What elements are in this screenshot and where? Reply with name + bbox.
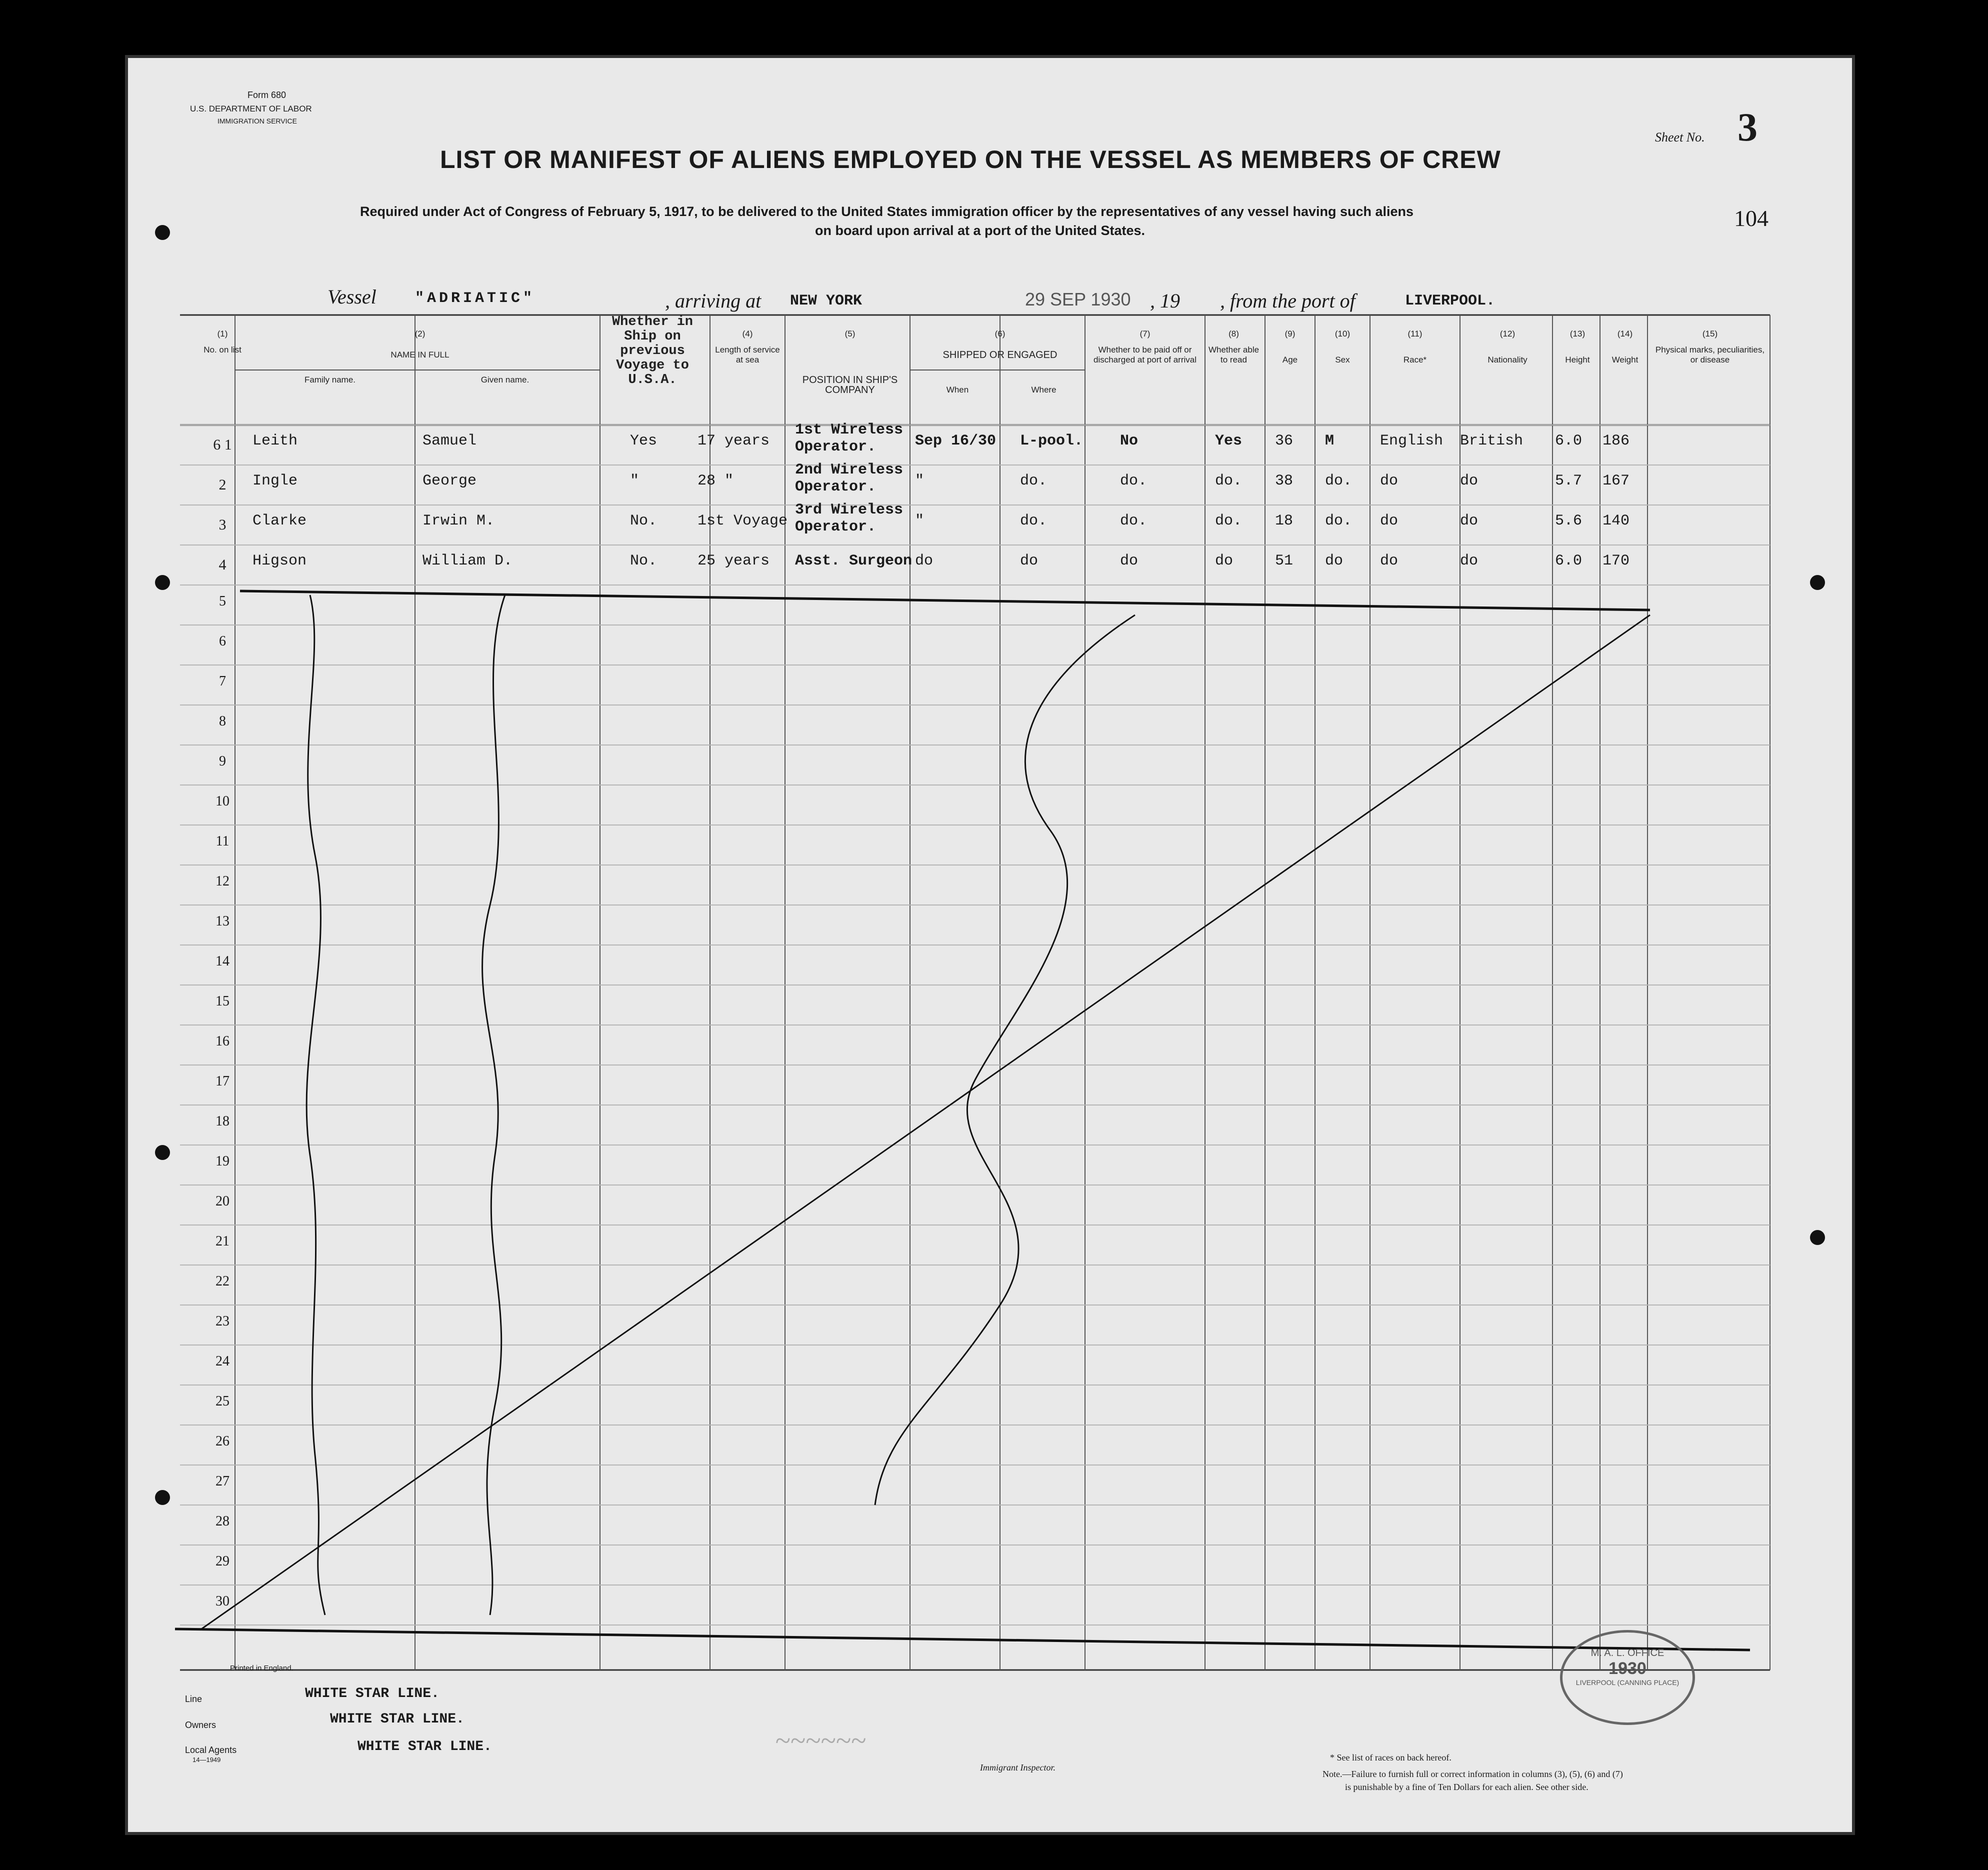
previous-voyage: No. bbox=[630, 552, 658, 570]
col-8-num: (8) bbox=[1228, 329, 1239, 338]
service-length: 1st Voyage bbox=[698, 512, 788, 530]
stamp-line-2: 1930 bbox=[1608, 1659, 1646, 1678]
shipped-where: do. bbox=[1020, 512, 1048, 530]
empty-row-number: 16 bbox=[216, 1034, 230, 1049]
nationality: British bbox=[1460, 432, 1524, 450]
year-label: , 19 bbox=[1150, 290, 1180, 312]
shipped-when: do bbox=[915, 552, 934, 570]
family-name: Leith bbox=[252, 432, 298, 450]
row-number: 4 bbox=[218, 556, 226, 573]
empty-row-number: 24 bbox=[216, 1354, 230, 1369]
from-port: LIVERPOOL. bbox=[1405, 292, 1496, 310]
weight: 186 bbox=[1602, 432, 1630, 450]
empty-row-number: 18 bbox=[216, 1114, 230, 1129]
able-to-read: do bbox=[1215, 552, 1234, 570]
empty-row-number: 27 bbox=[216, 1474, 230, 1489]
col-15-label: Physical marks, peculiarities, or disease bbox=[1655, 345, 1765, 364]
agents-value: WHITE STAR LINE. bbox=[358, 1739, 492, 1754]
form-subtitle-2: on board upon arrival at a port of the United States. bbox=[815, 223, 1146, 238]
empty-row-number: 21 bbox=[216, 1234, 230, 1249]
col-12-num: (12) bbox=[1500, 329, 1516, 338]
line-value: WHITE STAR LINE. bbox=[305, 1686, 440, 1702]
age: 36 bbox=[1275, 432, 1294, 450]
col-13-label: Height bbox=[1565, 355, 1590, 364]
col-5-num: (5) bbox=[844, 329, 856, 338]
empty-row-number: 9 bbox=[219, 754, 226, 769]
races-note: * See list of races on back hereof. bbox=[1330, 1752, 1452, 1762]
weight: 167 bbox=[1602, 472, 1630, 490]
col-9-num: (9) bbox=[1284, 329, 1296, 338]
paid-off: No bbox=[1120, 432, 1138, 450]
empty-row-number: 25 bbox=[216, 1394, 230, 1409]
line-label: Line bbox=[185, 1694, 202, 1704]
agents-code: 14—1949 bbox=[192, 1756, 221, 1764]
col-10-num: (10) bbox=[1334, 329, 1350, 338]
service-length: 25 years bbox=[698, 552, 770, 570]
shipped-where: do bbox=[1020, 552, 1038, 570]
empty-row-number: 11 bbox=[216, 834, 230, 849]
arrival-date-stamp: 29 SEP 1930 bbox=[1025, 289, 1131, 310]
sheet-label: Sheet No. bbox=[1655, 130, 1705, 144]
vessel-name: "ADRIATIC" bbox=[415, 290, 536, 307]
col-13-num: (13) bbox=[1570, 329, 1586, 338]
empty-row-number: 20 bbox=[216, 1194, 230, 1209]
inspector-label: Immigrant Inspector. bbox=[980, 1762, 1056, 1772]
fine-note-2: is punishable by a fine of Ten Dollars for each alien. See other side. bbox=[1345, 1782, 1588, 1792]
family-name: Ingle bbox=[252, 472, 298, 490]
col-7-num: (7) bbox=[1140, 329, 1150, 338]
col-7-label: Whether to be paid off or discharged at port of arrival bbox=[1094, 345, 1196, 364]
col-6-num: (6) bbox=[994, 329, 1006, 338]
col-1-num: (1) bbox=[217, 329, 228, 338]
family-name: Higson bbox=[252, 552, 307, 570]
col-1-label: No. on list bbox=[204, 345, 242, 354]
sex: do bbox=[1325, 552, 1344, 570]
from-port-label: , from the port of bbox=[1220, 290, 1356, 312]
shipped-when: " bbox=[915, 472, 924, 490]
age: 18 bbox=[1275, 512, 1294, 530]
sex: do. bbox=[1325, 472, 1352, 490]
able-to-read: do. bbox=[1215, 472, 1242, 490]
row-number: 2 bbox=[218, 476, 226, 493]
printed-note: Printed in England. bbox=[230, 1664, 294, 1672]
col-12-label: Nationality bbox=[1488, 355, 1528, 364]
shipped-when: Sep 16/30 bbox=[915, 432, 996, 450]
previous-voyage: No. bbox=[630, 512, 658, 530]
able-to-read: do. bbox=[1215, 512, 1242, 530]
given-name: Samuel bbox=[422, 432, 477, 450]
agents-label: Local Agents bbox=[185, 1745, 237, 1755]
position: Asst. Surgeon bbox=[795, 552, 912, 570]
sex: M bbox=[1325, 432, 1334, 450]
shipped-when: " bbox=[915, 512, 924, 530]
department: U.S. DEPARTMENT OF LABOR bbox=[190, 104, 312, 114]
col-4-num: (4) bbox=[742, 329, 753, 338]
fine-note-1: Note.—Failure to furnish full or correct information in columns (3), (5), (6) and (7) bbox=[1322, 1769, 1623, 1779]
given-name: William D. bbox=[422, 552, 513, 570]
empty-row-number: 22 bbox=[216, 1274, 230, 1289]
paid-off: do. bbox=[1120, 512, 1148, 530]
age: 51 bbox=[1275, 552, 1294, 570]
col-11-label: Race* bbox=[1403, 355, 1427, 364]
given-name: Irwin M. bbox=[422, 512, 495, 530]
col-11-num: (11) bbox=[1408, 329, 1422, 338]
position-line-2: Operator. bbox=[795, 478, 876, 496]
position: 2nd Wireless bbox=[795, 462, 904, 478]
previous-voyage: Yes bbox=[630, 432, 658, 450]
row-number: 6 1 bbox=[213, 436, 232, 453]
row-number: 3 bbox=[218, 516, 226, 533]
empty-row-number: 19 bbox=[216, 1154, 230, 1169]
paid-off: do bbox=[1120, 552, 1138, 570]
family-name-header: Family name. bbox=[304, 375, 356, 384]
race: do bbox=[1380, 512, 1398, 530]
nationality: do bbox=[1460, 512, 1478, 530]
paid-off: do. bbox=[1120, 472, 1148, 490]
col-14-num: (14) bbox=[1617, 329, 1633, 338]
owners-value: WHITE STAR LINE. bbox=[330, 1712, 464, 1727]
service-length: 17 years bbox=[698, 432, 770, 450]
sheet-number: 3 bbox=[1738, 106, 1758, 150]
col-6-label: SHIPPED OR ENGAGED bbox=[942, 350, 1058, 360]
position-line-2: Operator. bbox=[795, 518, 876, 536]
empty-row-number: 13 bbox=[216, 914, 230, 929]
col-2-num: (2) bbox=[414, 329, 426, 338]
col-3-label: Whether in Ship on previous Voyage to U.S.A. bbox=[612, 314, 694, 388]
stamp-line-1: M. A. L. OFFICE bbox=[1590, 1648, 1664, 1658]
shipped-where: do. bbox=[1020, 472, 1048, 490]
shipped-where-header: Where bbox=[1031, 385, 1056, 394]
service: IMMIGRATION SERVICE bbox=[218, 117, 297, 125]
arriving-label: , arriving at bbox=[665, 290, 762, 312]
inspector-signature: ~~~~~~ bbox=[775, 1726, 866, 1756]
empty-row-number: 12 bbox=[216, 874, 230, 889]
manifest-sheet bbox=[125, 55, 1855, 1835]
height: 5.7 bbox=[1555, 472, 1582, 490]
empty-row-number: 14 bbox=[216, 954, 230, 969]
empty-row-number: 28 bbox=[216, 1514, 230, 1529]
age: 38 bbox=[1275, 472, 1294, 490]
col-10-label: Sex bbox=[1335, 355, 1350, 364]
empty-row-number: 30 bbox=[216, 1594, 230, 1609]
empty-row-number: 23 bbox=[216, 1314, 230, 1329]
previous-voyage: " bbox=[630, 472, 640, 490]
race: English bbox=[1380, 432, 1444, 450]
shipped-where: L-pool. bbox=[1020, 432, 1084, 450]
race: do bbox=[1380, 552, 1398, 570]
family-name: Clarke bbox=[252, 512, 307, 530]
owners-label: Owners bbox=[185, 1720, 216, 1730]
nationality: do bbox=[1460, 472, 1478, 490]
empty-row-number: 26 bbox=[216, 1434, 230, 1449]
col-5-label: POSITION IN SHIP'S COMPANY bbox=[802, 374, 898, 396]
height: 6.0 bbox=[1555, 552, 1582, 570]
shipped-when-header: When bbox=[946, 385, 969, 394]
empty-row-number: 17 bbox=[216, 1074, 230, 1089]
arrival-port: NEW YORK bbox=[790, 292, 862, 310]
position-line-2: Operator. bbox=[795, 438, 876, 456]
vessel-label: Vessel bbox=[328, 286, 376, 308]
service-length: 28 " bbox=[698, 472, 734, 490]
col-15-num: (15) bbox=[1702, 329, 1718, 338]
given-name: George bbox=[422, 472, 477, 490]
col-8-label: Whether able to read bbox=[1208, 345, 1260, 364]
position: 3rd Wireless bbox=[795, 502, 904, 518]
height: 5.6 bbox=[1555, 512, 1582, 530]
able-to-read: Yes bbox=[1215, 432, 1242, 450]
nationality: do bbox=[1460, 552, 1478, 570]
empty-row-number: 15 bbox=[216, 994, 230, 1009]
form-subtitle-1: Required under Act of Congress of February 5, 1917, to be delivered to the United States immigration officer by the representatives of any vessel having such aliens bbox=[360, 204, 1414, 219]
col-14-label: Weight bbox=[1612, 355, 1638, 364]
col-2-label: NAME IN FULL bbox=[390, 350, 450, 360]
position: 1st Wireless bbox=[795, 422, 904, 438]
page-number: 104 bbox=[1734, 206, 1768, 231]
office-stamp bbox=[1560, 1630, 1695, 1725]
stamp-line-3: LIVERPOOL (CANNING PLACE) bbox=[1576, 1678, 1680, 1686]
col-4-label: Length of service at sea bbox=[715, 345, 780, 364]
height: 6.0 bbox=[1555, 432, 1582, 450]
empty-row-number: 8 bbox=[219, 714, 226, 729]
form-number: Form 680 bbox=[248, 90, 286, 100]
empty-row-number: 5 bbox=[219, 594, 226, 609]
empty-row-number: 10 bbox=[216, 794, 230, 809]
race: do bbox=[1380, 472, 1398, 490]
empty-row-number: 7 bbox=[219, 674, 226, 689]
sex: do. bbox=[1325, 512, 1352, 530]
form-title: LIST OR MANIFEST OF ALIENS EMPLOYED ON THE VESSEL AS MEMBERS OF CREW bbox=[440, 146, 1501, 174]
given-name-header: Given name. bbox=[480, 375, 530, 384]
weight: 140 bbox=[1602, 512, 1630, 530]
col-9-label: Age bbox=[1282, 355, 1298, 364]
empty-row-number: 29 bbox=[216, 1554, 230, 1569]
empty-row-number: 6 bbox=[219, 634, 226, 649]
weight: 170 bbox=[1602, 552, 1630, 570]
manifest-grid bbox=[125, 55, 1855, 1835]
